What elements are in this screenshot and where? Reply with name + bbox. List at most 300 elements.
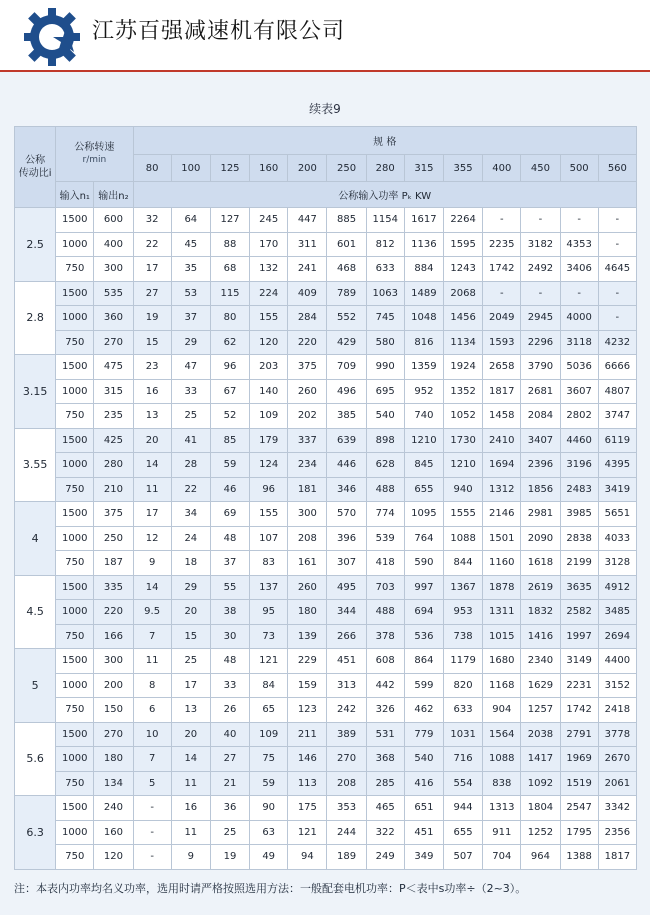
power-cell: 5 (133, 771, 171, 796)
company-name: 江苏百强减速机有限公司 (92, 19, 346, 44)
power-cell: 139 (288, 624, 327, 649)
size-header-cell: 450 (521, 155, 560, 182)
input-speed-cell: 1000 (56, 379, 94, 404)
power-cell: 15 (133, 330, 171, 355)
power-cell: 22 (133, 232, 171, 257)
power-cell: 11 (171, 771, 210, 796)
speed-header-line1: 公称转速 (74, 142, 115, 153)
power-cell: 1210 (404, 428, 443, 453)
power-cell: 385 (327, 404, 366, 429)
power-cell: 1210 (444, 453, 483, 478)
power-cell: 266 (327, 624, 366, 649)
power-cell: 3406 (560, 257, 598, 282)
power-cell: 1555 (444, 502, 483, 527)
table-row (15, 379, 637, 404)
power-cell: 48 (210, 649, 249, 674)
power-cell: 2791 (560, 722, 598, 747)
power-cell: 468 (327, 257, 366, 282)
power-cell: 5036 (560, 355, 598, 380)
power-cell: 353 (327, 796, 366, 821)
power-cell: 844 (444, 551, 483, 576)
power-cell: 409 (288, 281, 327, 306)
input-speed-cell: 750 (56, 624, 94, 649)
power-cell: 429 (327, 330, 366, 355)
power-cell: 507 (444, 845, 483, 870)
power-cell: 911 (483, 820, 521, 845)
power-cell: 1593 (483, 330, 521, 355)
output-speed-cell: 150 (94, 698, 133, 723)
power-cell: 270 (327, 747, 366, 772)
power-cell: 26 (210, 698, 249, 723)
power-cell: 244 (327, 820, 366, 845)
power-cell: 1595 (444, 232, 483, 257)
power-cell: 2231 (560, 673, 598, 698)
power-cell: 337 (288, 428, 327, 453)
power-cell: 22 (171, 477, 210, 502)
table-row (15, 551, 637, 576)
power-cell: 15 (171, 624, 210, 649)
power-cell: 375 (288, 355, 327, 380)
power-cell: 284 (288, 306, 327, 331)
power-cell: 540 (404, 747, 443, 772)
power-cell: 2945 (521, 306, 560, 331)
power-cell: 1742 (483, 257, 521, 282)
power-cell: 260 (288, 575, 327, 600)
ratio-cell: 3.15 (15, 355, 56, 429)
power-cell: 175 (288, 796, 327, 821)
power-cell: 224 (250, 281, 288, 306)
power-cell: 1092 (521, 771, 560, 796)
power-cell: 3747 (598, 404, 636, 429)
input-speed-cell: 750 (56, 330, 94, 355)
size-header-cell: 125 (210, 155, 249, 182)
power-cell: 121 (250, 649, 288, 674)
power-cell: 633 (444, 698, 483, 723)
power-cell: 816 (404, 330, 443, 355)
output-speed-cell: 360 (94, 306, 133, 331)
power-cell: 34 (171, 502, 210, 527)
table-row (15, 257, 637, 282)
power-cell: 1416 (521, 624, 560, 649)
power-cell: 495 (327, 575, 366, 600)
power-cell: 1160 (483, 551, 521, 576)
power-cell: 3196 (560, 453, 598, 478)
power-cell: 3985 (560, 502, 598, 527)
power-cell: 1313 (483, 796, 521, 821)
power-cell: 3182 (521, 232, 560, 257)
power-cell: 55 (210, 575, 249, 600)
power-cell: 25 (171, 649, 210, 674)
power-cell: 1134 (444, 330, 483, 355)
power-header: 公称输入功率 Pₖ KW (133, 182, 636, 208)
power-cell: 1564 (483, 722, 521, 747)
power-cell: 3152 (598, 673, 636, 698)
power-cell: 540 (366, 404, 404, 429)
power-cell: 2049 (483, 306, 521, 331)
power-cell: 88 (210, 232, 249, 257)
power-cell: 203 (250, 355, 288, 380)
power-cell: - (521, 208, 560, 233)
power-cell: 1048 (404, 306, 443, 331)
power-cell: 2038 (521, 722, 560, 747)
power-cell: 109 (250, 722, 288, 747)
power-cell: 59 (250, 771, 288, 796)
power-cell: 40 (210, 722, 249, 747)
power-cell: 608 (366, 649, 404, 674)
power-cell: 703 (366, 575, 404, 600)
power-cell: 2670 (598, 747, 636, 772)
power-cell: 1257 (521, 698, 560, 723)
power-cell: 990 (366, 355, 404, 380)
power-cell: 2084 (521, 404, 560, 429)
table-row (15, 747, 637, 772)
power-cell: 465 (366, 796, 404, 821)
power-cell: 2068 (444, 281, 483, 306)
power-cell: 418 (366, 551, 404, 576)
table-row (15, 306, 637, 331)
power-cell: 140 (250, 379, 288, 404)
power-cell: 241 (288, 257, 327, 282)
power-cell: 159 (288, 673, 327, 698)
power-cell: 952 (404, 379, 443, 404)
table-row (15, 502, 637, 527)
power-cell: 3419 (598, 477, 636, 502)
power-cell: 378 (366, 624, 404, 649)
power-cell: 4645 (598, 257, 636, 282)
output-speed-cell: 535 (94, 281, 133, 306)
page-header (0, 0, 650, 74)
power-cell: 95 (250, 600, 288, 625)
table-row (15, 575, 637, 600)
power-cell: 2418 (598, 698, 636, 723)
power-cell: 48 (210, 526, 249, 551)
power-cell: 64 (171, 208, 210, 233)
power-cell: 242 (327, 698, 366, 723)
power-cell: 6119 (598, 428, 636, 453)
power-cell: 28 (171, 453, 210, 478)
power-cell: 451 (327, 649, 366, 674)
power-cell: 2296 (521, 330, 560, 355)
power-cell: 442 (366, 673, 404, 698)
power-cell: 3607 (560, 379, 598, 404)
power-cell: 2090 (521, 526, 560, 551)
power-cell: 115 (210, 281, 249, 306)
power-cell: 539 (366, 526, 404, 551)
power-cell: 1168 (483, 673, 521, 698)
power-cell: 90 (250, 796, 288, 821)
output-speed-cell: 250 (94, 526, 133, 551)
power-cell: 161 (288, 551, 327, 576)
power-cell: 33 (171, 379, 210, 404)
power-cell: 2061 (598, 771, 636, 796)
power-cell: 1088 (483, 747, 521, 772)
input-speed-cell: 750 (56, 404, 94, 429)
power-cell: 536 (404, 624, 443, 649)
power-cell: 36 (210, 796, 249, 821)
power-cell: 62 (210, 330, 249, 355)
power-cell: 346 (327, 477, 366, 502)
table-row (15, 600, 637, 625)
power-cell: 16 (171, 796, 210, 821)
table-row (15, 722, 637, 747)
power-cell: 27 (210, 747, 249, 772)
input-speed-cell: 1500 (56, 649, 94, 674)
power-cell: 651 (404, 796, 443, 821)
power-cell: 38 (210, 600, 249, 625)
power-cell: 2264 (444, 208, 483, 233)
power-cell: 211 (288, 722, 327, 747)
power-cell: 285 (366, 771, 404, 796)
ratio-cell: 4 (15, 502, 56, 576)
power-cell: 2619 (521, 575, 560, 600)
power-cell: 181 (288, 477, 327, 502)
power-cell: 9 (133, 551, 171, 576)
power-cell: 189 (327, 845, 366, 870)
output-speed-cell: 300 (94, 649, 133, 674)
table-row (15, 232, 637, 257)
power-cell: 1795 (560, 820, 598, 845)
size-header-cell: 315 (404, 155, 443, 182)
power-cell: 11 (133, 477, 171, 502)
power-cell: 94 (288, 845, 327, 870)
size-header-cell: 100 (171, 155, 210, 182)
power-cell: 997 (404, 575, 443, 600)
power-cell: 344 (327, 600, 366, 625)
output-speed-cell: 270 (94, 722, 133, 747)
power-cell: 4807 (598, 379, 636, 404)
power-cell: 3128 (598, 551, 636, 576)
power-cell: 1617 (404, 208, 443, 233)
input-speed-cell: 1000 (56, 747, 94, 772)
power-cell: 1359 (404, 355, 443, 380)
power-cell: 7 (133, 747, 171, 772)
power-cell: - (560, 281, 598, 306)
input-speed-cell: 1000 (56, 306, 94, 331)
output-speed-cell: 200 (94, 673, 133, 698)
power-cell: 1311 (483, 600, 521, 625)
power-cell: 32 (133, 208, 171, 233)
output-speed-cell: 280 (94, 453, 133, 478)
power-cell: 84 (250, 673, 288, 698)
power-cell: 1804 (521, 796, 560, 821)
power-cell: 2802 (560, 404, 598, 429)
power-cell: 322 (366, 820, 404, 845)
power-cell: 590 (404, 551, 443, 576)
power-cell: 155 (250, 502, 288, 527)
table-caption: 续表9 (309, 102, 341, 116)
output-speed-cell: 375 (94, 502, 133, 527)
power-cell: 774 (366, 502, 404, 527)
power-cell: 96 (250, 477, 288, 502)
power-cell: 85 (210, 428, 249, 453)
output-speed-cell: 335 (94, 575, 133, 600)
power-cell: 245 (250, 208, 288, 233)
power-cell: 4460 (560, 428, 598, 453)
power-cell: 96 (210, 355, 249, 380)
power-cell: 1501 (483, 526, 521, 551)
table-body (15, 208, 637, 870)
power-cell: 496 (327, 379, 366, 404)
power-cell: 1489 (404, 281, 443, 306)
power-cell: 1031 (444, 722, 483, 747)
power-cell: 2981 (521, 502, 560, 527)
power-cell: 740 (404, 404, 443, 429)
power-cell: 107 (250, 526, 288, 551)
gear-star-logo-icon (22, 6, 86, 68)
ratio-cell: 5 (15, 649, 56, 723)
power-cell: 1832 (521, 600, 560, 625)
power-cell: 462 (404, 698, 443, 723)
power-cell: 1817 (598, 845, 636, 870)
power-cell: 67 (210, 379, 249, 404)
power-cell: 694 (404, 600, 443, 625)
power-cell: 19 (133, 306, 171, 331)
power-cell: 68 (210, 257, 249, 282)
power-cell: 898 (366, 428, 404, 453)
power-cell: 202 (288, 404, 327, 429)
input-speed-cell: 1500 (56, 502, 94, 527)
power-cell: 396 (327, 526, 366, 551)
power-cell: 488 (366, 477, 404, 502)
power-cell: 249 (366, 845, 404, 870)
power-cell: 3149 (560, 649, 598, 674)
power-cell: 695 (366, 379, 404, 404)
size-header-cell: 200 (288, 155, 327, 182)
ratio-cell: 2.5 (15, 208, 56, 282)
power-cell: 208 (288, 526, 327, 551)
power-cell: - (598, 208, 636, 233)
power-cell: 1856 (521, 477, 560, 502)
power-cell: 3790 (521, 355, 560, 380)
table-row (15, 281, 637, 306)
power-cell: 389 (327, 722, 366, 747)
power-cell: 1519 (560, 771, 598, 796)
power-cell: 1088 (444, 526, 483, 551)
power-cell: 9.5 (133, 600, 171, 625)
power-cell: 20 (133, 428, 171, 453)
power-cell: 704 (483, 845, 521, 870)
power-cell: 113 (288, 771, 327, 796)
table-row (15, 624, 637, 649)
input-speed-cell: 1500 (56, 208, 94, 233)
power-cell: 4033 (598, 526, 636, 551)
power-cell: 4400 (598, 649, 636, 674)
power-cell: 1878 (483, 575, 521, 600)
power-cell: 14 (171, 747, 210, 772)
output-speed-cell: 120 (94, 845, 133, 870)
power-cell: 75 (250, 747, 288, 772)
power-cell: 764 (404, 526, 443, 551)
table-row (15, 673, 637, 698)
power-cell: 53 (171, 281, 210, 306)
power-cell: 37 (171, 306, 210, 331)
power-cell: 313 (327, 673, 366, 698)
power-cell: 4912 (598, 575, 636, 600)
power-cell: 234 (288, 453, 327, 478)
power-cell: 904 (483, 698, 521, 723)
power-cell: - (133, 796, 171, 821)
power-cell: 1015 (483, 624, 521, 649)
power-cell: 488 (366, 600, 404, 625)
output-speed-cell: 240 (94, 796, 133, 821)
power-cell: 17 (171, 673, 210, 698)
table-row (15, 428, 637, 453)
power-cell: 552 (327, 306, 366, 331)
power-cell: 1458 (483, 404, 521, 429)
power-cell: 447 (288, 208, 327, 233)
output-speed-cell: 270 (94, 330, 133, 355)
power-cell: 33 (210, 673, 249, 698)
power-cell: 779 (404, 722, 443, 747)
input-speed-cell: 750 (56, 477, 94, 502)
power-cell: 2658 (483, 355, 521, 380)
output-speed-cell: 166 (94, 624, 133, 649)
power-rating-table (14, 126, 637, 870)
power-cell: 531 (366, 722, 404, 747)
input-speed-cell: 1000 (56, 526, 94, 551)
power-cell: 4353 (560, 232, 598, 257)
power-cell: 2547 (560, 796, 598, 821)
power-cell: 745 (366, 306, 404, 331)
input-speed-cell: 750 (56, 771, 94, 796)
power-cell: 45 (171, 232, 210, 257)
power-cell: 180 (288, 600, 327, 625)
power-cell: 940 (444, 477, 483, 502)
input-speed-cell: 1000 (56, 232, 94, 257)
power-cell: 30 (210, 624, 249, 649)
output-speed-cell: 187 (94, 551, 133, 576)
power-cell: 1456 (444, 306, 483, 331)
power-cell: 580 (366, 330, 404, 355)
power-cell: 570 (327, 502, 366, 527)
power-cell: 20 (171, 600, 210, 625)
power-cell: 46 (210, 477, 249, 502)
power-cell: 3342 (598, 796, 636, 821)
power-cell: 10 (133, 722, 171, 747)
power-cell: 63 (250, 820, 288, 845)
power-cell: - (133, 845, 171, 870)
power-cell: 1742 (560, 698, 598, 723)
power-cell: 109 (250, 404, 288, 429)
ratio-cell: 3.55 (15, 428, 56, 502)
power-cell: - (560, 208, 598, 233)
size-header-cell: 560 (598, 155, 636, 182)
power-cell: 3118 (560, 330, 598, 355)
power-cell: 1243 (444, 257, 483, 282)
power-cell: 18 (171, 551, 210, 576)
ratio-cell: 5.6 (15, 722, 56, 796)
input-speed-cell: 1500 (56, 355, 94, 380)
power-cell: 2838 (560, 526, 598, 551)
power-cell: 655 (444, 820, 483, 845)
power-cell: 838 (483, 771, 521, 796)
power-cell: 864 (404, 649, 443, 674)
power-cell: 29 (171, 575, 210, 600)
output-speed-cell: 160 (94, 820, 133, 845)
power-cell: 69 (210, 502, 249, 527)
power-cell: 716 (444, 747, 483, 772)
power-cell: 307 (327, 551, 366, 576)
power-cell: 2410 (483, 428, 521, 453)
power-cell: 1154 (366, 208, 404, 233)
input-speed-cell: 750 (56, 845, 94, 870)
power-cell: 120 (250, 330, 288, 355)
power-cell: 885 (327, 208, 366, 233)
size-header-cell: 355 (444, 155, 483, 182)
power-cell: 2235 (483, 232, 521, 257)
power-cell: - (598, 232, 636, 257)
input-speed-cell: 1500 (56, 575, 94, 600)
